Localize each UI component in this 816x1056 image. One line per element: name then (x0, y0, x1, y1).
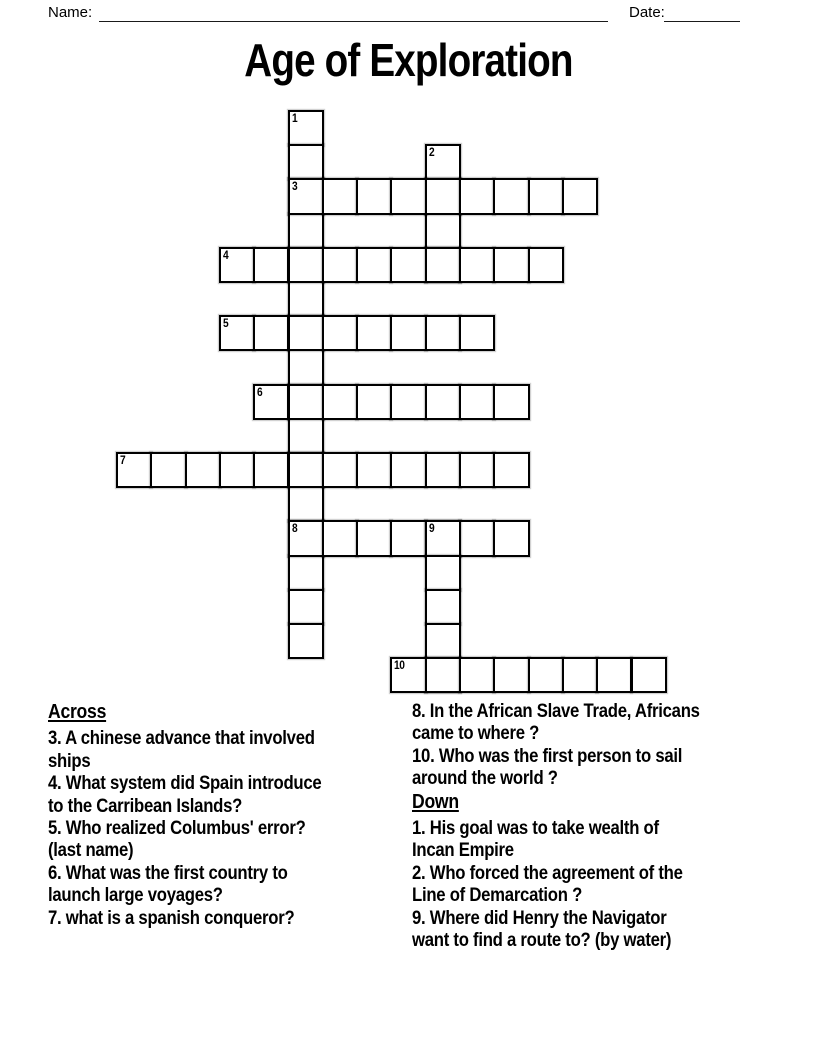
clue-7: 7. what is a spanish conqueror? (48, 907, 295, 929)
grid-clue-number: 7 (120, 453, 126, 467)
grid-cell[interactable] (425, 520, 461, 556)
grid-cell[interactable] (425, 178, 461, 214)
grid-cell[interactable] (322, 520, 358, 556)
grid-cell[interactable] (390, 247, 426, 283)
grid-cell[interactable] (288, 486, 324, 522)
grid-cell[interactable] (288, 213, 324, 249)
clue-5: 5. Who realized Columbus' error? (last name) (48, 818, 306, 862)
name-blank-line (99, 21, 608, 22)
grid-cell[interactable] (253, 247, 289, 283)
grid-cell[interactable] (459, 520, 495, 556)
grid-cell[interactable] (528, 247, 564, 283)
grid-cell[interactable] (288, 349, 324, 385)
grid-cell[interactable] (528, 178, 564, 214)
grid-clue-number: 9 (428, 521, 434, 536)
grid-clue-number: 8 (291, 521, 297, 536)
grid-cell[interactable] (322, 315, 358, 351)
grid-cell[interactable] (425, 657, 461, 693)
grid-cell[interactable] (459, 247, 495, 283)
grid-cell[interactable] (390, 657, 426, 693)
clue-10: 10. Who was the first person to sail around the world ? (412, 745, 683, 790)
grid-cell[interactable] (356, 315, 392, 351)
grid-cell[interactable] (356, 247, 392, 283)
grid-cell[interactable] (528, 657, 564, 693)
grid-cell[interactable] (493, 520, 529, 556)
grid-clue-number: 2 (428, 145, 434, 160)
grid-cell[interactable] (288, 520, 324, 556)
grid-cell[interactable] (459, 178, 495, 214)
clue-2: 2. Who forced the agreement of the Line of Demarcation ? (412, 862, 683, 907)
clue-9: 9. Where did Henry the Navigator want to find a route to? (by water) (412, 907, 672, 952)
grid-cell[interactable] (288, 144, 324, 180)
clues-column-right (412, 701, 816, 952)
clue-number: 6. (48, 862, 62, 884)
grid-cell[interactable] (116, 452, 152, 488)
grid-cell[interactable] (390, 178, 426, 214)
grid-cell[interactable] (150, 452, 186, 488)
clue-number: 5. (48, 818, 62, 840)
grid-clue-number: 5 (222, 316, 229, 331)
clue-number: 2. (412, 862, 426, 884)
grid-cell[interactable] (288, 589, 324, 625)
across-clues-left (48, 728, 453, 930)
grid-cell[interactable] (459, 384, 495, 420)
grid-cell[interactable] (596, 657, 632, 693)
clue-number: 9. (412, 907, 426, 929)
grid-cell[interactable] (390, 520, 426, 556)
grid-cell[interactable] (425, 452, 461, 488)
clue-number: 1. (412, 818, 426, 840)
grid-cell[interactable] (425, 555, 461, 591)
date-label: Date: (629, 4, 665, 21)
grid-cell[interactable] (219, 315, 255, 351)
grid-cell[interactable] (288, 384, 324, 420)
grid-cell[interactable] (219, 247, 255, 283)
grid-cell[interactable] (493, 247, 529, 283)
clue-number: 8. (412, 701, 426, 722)
grid-cell[interactable] (288, 623, 324, 659)
down-clues (412, 818, 816, 952)
clue-number: 3. (48, 728, 62, 750)
name-label: Name: (48, 4, 93, 21)
grid-cell[interactable] (493, 178, 529, 214)
title-wrap (0, 34, 816, 86)
across-clues-right (412, 701, 816, 791)
grid-cell[interactable] (288, 452, 324, 488)
grid-cell[interactable] (356, 178, 392, 214)
grid-cell[interactable] (425, 623, 461, 659)
grid-cell[interactable] (322, 384, 358, 420)
grid-cell[interactable] (322, 452, 358, 488)
grid-cell[interactable] (288, 110, 324, 146)
clue-6: 6. What was the first country to launch large voyages? (48, 862, 288, 907)
grid-cell[interactable] (356, 384, 392, 420)
grid-cell[interactable] (288, 178, 324, 214)
grid-cell[interactable] (390, 452, 426, 488)
grid-cell[interactable] (493, 452, 529, 488)
grid-cell[interactable] (390, 315, 426, 351)
grid-cell[interactable] (219, 452, 255, 488)
page-title: Age of Exploration (243, 34, 573, 86)
grid-cell[interactable] (459, 657, 495, 693)
grid-cell[interactable] (493, 657, 529, 693)
grid-cell[interactable] (253, 452, 289, 488)
grid-clue-number: 6 (257, 384, 263, 399)
clue-4: 4. What system did Spain introduce to the Carribean Islands? (48, 773, 322, 817)
grid-cell[interactable] (390, 384, 426, 420)
grid-cell[interactable] (425, 315, 461, 351)
grid-cell[interactable] (493, 384, 529, 420)
grid-clue-number: 10 (394, 658, 405, 673)
grid-clue-number: 4 (222, 247, 229, 262)
grid-cell[interactable] (562, 657, 598, 693)
grid-cell[interactable] (322, 247, 358, 283)
grid-cell[interactable] (425, 384, 461, 420)
grid-clue-number: 1 (291, 111, 297, 125)
grid-cell[interactable] (425, 247, 461, 283)
grid-cell[interactable] (253, 384, 289, 420)
grid-cell[interactable] (631, 657, 667, 693)
clues-column-left (48, 701, 453, 930)
grid-cell[interactable] (356, 452, 392, 488)
grid-cell[interactable] (459, 452, 495, 488)
clue-3: 3. A chinese advance that involved ships (48, 728, 315, 772)
down-heading: Down (412, 790, 459, 813)
grid-cell[interactable] (288, 555, 324, 591)
grid-cell[interactable] (562, 178, 598, 214)
grid-cell[interactable] (425, 144, 461, 180)
grid-cell[interactable] (288, 281, 324, 317)
grid-cell[interactable] (288, 418, 324, 454)
grid-cell[interactable] (425, 589, 461, 625)
grid-cell[interactable] (288, 315, 324, 351)
grid-cell[interactable] (459, 315, 495, 351)
grid-cell[interactable] (288, 247, 324, 283)
clue-number: 4. (48, 773, 62, 795)
grid-cell[interactable] (185, 452, 221, 488)
grid-cell[interactable] (322, 178, 358, 214)
clue-number: 7. (48, 907, 62, 929)
across-heading: Across (48, 701, 107, 723)
grid-cell[interactable] (253, 315, 289, 351)
date-blank-line (664, 21, 740, 22)
clue-1: 1. His goal was to take wealth of Incan Empire (412, 818, 659, 862)
grid-cell[interactable] (425, 213, 461, 249)
grid-clue-number: 3 (291, 179, 297, 194)
grid-cell[interactable] (356, 520, 392, 556)
clue-number: 10. (412, 745, 435, 767)
clue-8: 8. In the African Slave Trade, Africans came to where ? (412, 701, 700, 745)
